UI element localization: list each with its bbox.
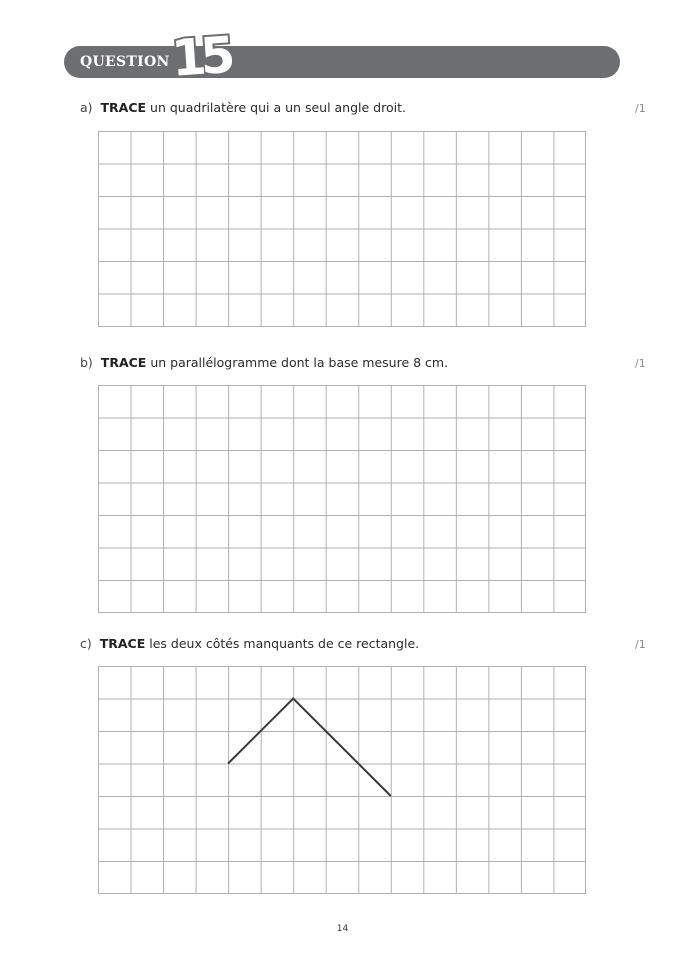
existing-rectangle-sides bbox=[228, 699, 391, 797]
page-number: 14 bbox=[336, 924, 349, 934]
question-text: un parallélogramme dont la base mesure 8 cm. bbox=[146, 355, 449, 370]
score-a: /1 bbox=[635, 102, 646, 115]
drawing-grid-a[interactable] bbox=[98, 131, 586, 327]
question-verb: TRACE bbox=[99, 636, 146, 651]
question-verb: TRACE bbox=[100, 355, 147, 370]
score-b: /1 bbox=[635, 357, 646, 370]
question-letter: b) bbox=[80, 355, 93, 370]
question-number: 15 bbox=[169, 25, 232, 88]
question-letter: c) bbox=[80, 636, 92, 651]
question-b bbox=[80, 355, 448, 371]
question-text: les deux côtés manquants de ce rectangle. bbox=[145, 636, 420, 651]
question-verb: TRACE bbox=[100, 100, 147, 115]
rectangle-sides-drawing bbox=[98, 666, 586, 894]
question-label: QUESTION bbox=[80, 54, 170, 70]
score-c: /1 bbox=[635, 638, 646, 651]
question-text: un quadrilatère qui a un seul angle droit. bbox=[146, 100, 406, 115]
drawing-grid-b[interactable] bbox=[98, 385, 586, 613]
question-letter: a) bbox=[80, 100, 93, 115]
question-a bbox=[80, 100, 406, 116]
question-banner bbox=[64, 46, 620, 78]
question-c bbox=[80, 636, 419, 652]
